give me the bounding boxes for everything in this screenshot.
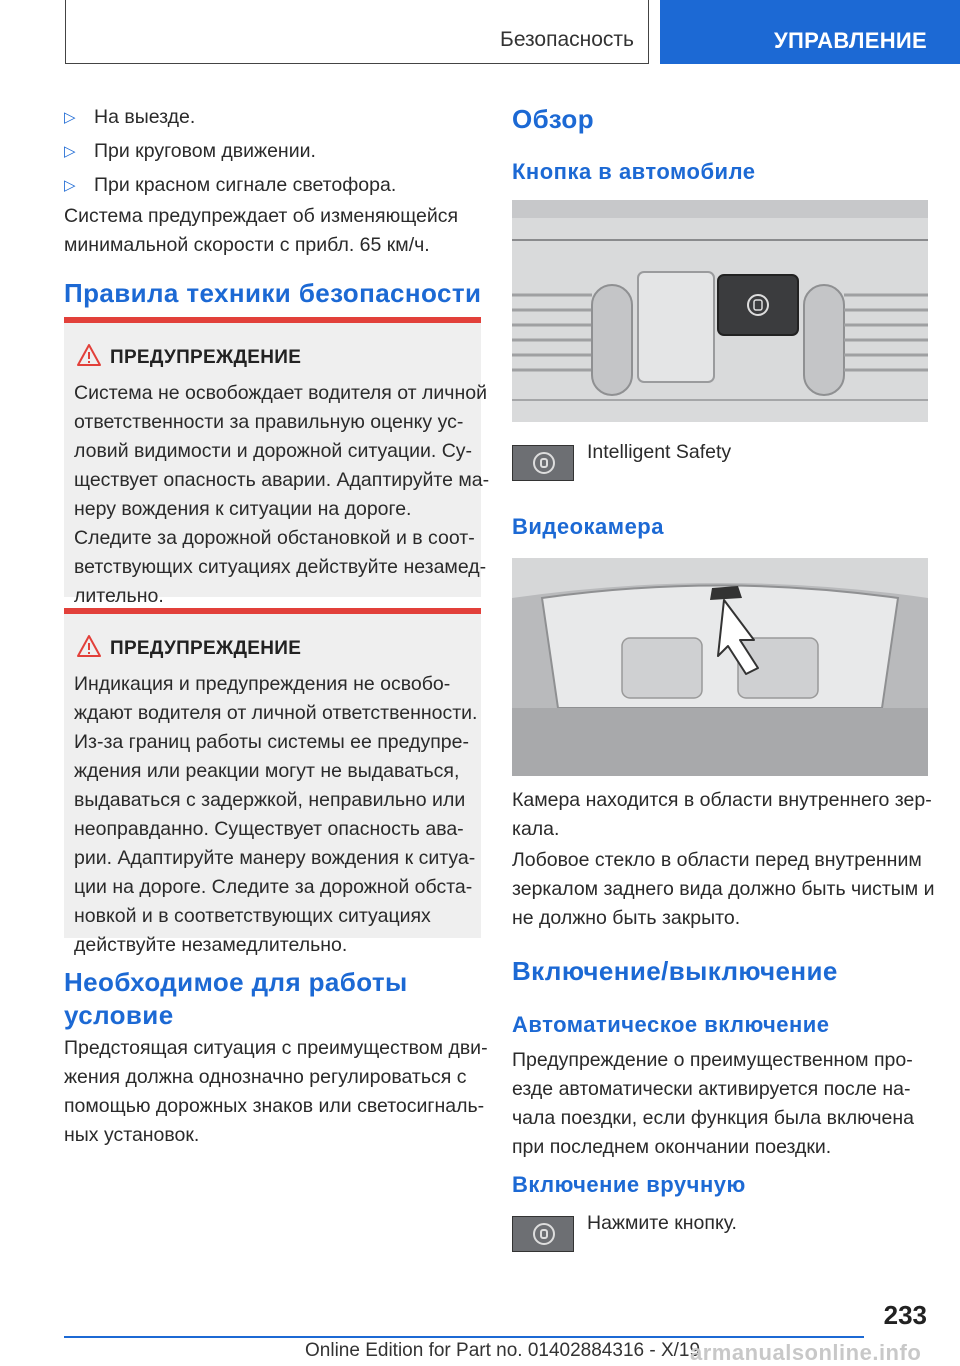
camera-paragraph-2: Лобовое стекло в области перед внутренним зеркалом заднего вида должно быть чистым и не должно быть закрыто. [512,849,935,929]
camera-paragraph-1: Камера находится в области внутреннего зер- кала. [512,789,932,840]
footer-edition: Online Edition for Part no. 01402884316 - X/19 [305,1340,701,1361]
button-label: Intelligent Safety [587,441,732,463]
header-chapter-title: УПРАВЛЕНИЕ [774,28,927,53]
warning-triangle-icon [76,343,102,367]
button-heading: Кнопка в автомобиле [512,159,756,184]
intelligent-safety-icon [512,445,574,481]
camera-heading: Видеокамера [512,514,664,539]
footer-divider [64,1336,864,1338]
triangle-right-icon: ▷ [64,143,76,160]
warning-triangle-icon [76,634,102,658]
camera-location-photo [512,558,928,776]
overview-heading: Обзор [512,104,594,134]
warning-box [64,317,490,607]
header-chapter-tab [660,0,960,64]
warning-text: Система не освобождает водителя от личной ответственности за правильную оценку ус- ловий видимости и дорожной ситуации. Су- ществует опасность аварии. Адаптируйте ма- неру вождения к ситуации на дороге. Следите за дорожной обстановкой и в соот- ветствующих ситуациях действуйте незамед- лительно. [74,382,490,607]
header-section-title: Безопасность [500,28,634,51]
safety-heading: Правила техники безопасности [64,278,482,308]
warning-title: ПРЕДУПРЕЖДЕНИЕ [110,347,302,368]
dashboard-button-photo [512,200,928,422]
intelligent-safety-icon [512,1216,574,1252]
manual-heading: Включение вручную [512,1172,746,1197]
watermark: armanualsonline.info [690,1340,922,1365]
manual-instruction: Нажмите кнопку. [587,1212,737,1234]
page-number: 233 [883,1300,927,1330]
header-section-tab [65,0,649,64]
condition-heading: Необходимое для работы условие [64,967,408,1030]
triangle-right-icon: ▷ [64,177,76,194]
warning-box [64,608,481,956]
triangle-right-icon: ▷ [64,109,76,126]
condition-paragraph: Предстоящая ситуация с преимуществом дви- жения должна однозначно регулироваться с помощью дорожных знаков или светосигналь- ных установок. [64,1037,488,1146]
intro-paragraph: Система предупреждает об изменяющейся минимальной скорости с прибл. 65 км/ч. [64,205,459,256]
warning-title: ПРЕДУПРЕЖДЕНИЕ [110,638,302,659]
auto-heading: Автоматическое включение [512,1012,830,1037]
warning-text: Индикация и предупреждения не освобо- ждают водителя от личной ответственности. Из-за границ работы системы ее предупре- ждения или реакции могут не выдаваться, выдаваться с задержкой, неправильно или неоправданно. Существует опасность ава- рии. Адаптируйте манеру вождения к ситуа- ции на дороге. Следите за дорожной обста- новкой и в соответствующих ситуациях действуйте незамедлительно. [74,673,478,956]
onoff-heading: Включение/выключение [512,956,838,986]
auto-paragraph: Предупреждение о преимущественном про- езде автоматически активируется после на- чала поездки, если функция была включена при последнем окончании поездки. [512,1049,914,1158]
